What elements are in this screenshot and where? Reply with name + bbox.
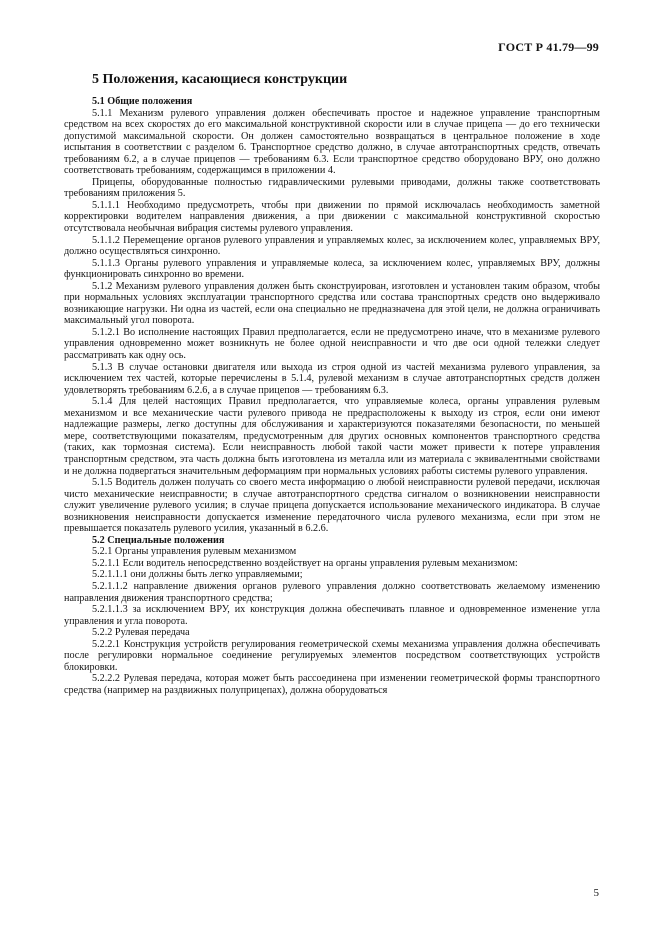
subsection-heading: 5.2 Специальные положения — [92, 534, 225, 546]
paragraph: 5.1.5 Водитель должен получать со своего места информацию о любой неисправности рулевой передачи, исключая чисто механические неисправности; в случае автотранспортного средства сигналом о возникновении неисправности служит увеличение рулевого усилия; в случае прицепа допускается использование механического индикатора. В случае возникновения неисправности допускается изменение передаточного числа рулевого механизма, если при этом не превышается показатель рулевого усилия, указанный в 6.2.6. — [64, 477, 600, 535]
paragraph: 5.1.1 Механизм рулевого управления должен обеспечивать простое и надежное управление транспортным средством на всех скоростях до его максимальной конструктивной скорости или в случае прицепа — до его технически допустимой максимальной скорости. Он должен самостоятельно возвращаться в центральное положение в ходе испытания в соответствии с разделом 6. Транспортное средство должно, в случае автотранспортных средств, отвечать требованиям 6.2, а в случае прицепов — требованиям 6.3. Если транспортное средство оборудовано ВРУ, оно должно соответствовать требованиям, содержащимся в приложении 4. — [64, 107, 600, 177]
paragraph: 5.2.1.1.3 за исключением ВРУ, их конструкция должна обеспечивать плавное и одновременное изменение угла управления и угла поворота. — [64, 604, 600, 627]
body-text — [64, 96, 600, 696]
subsection-heading: 5.1 Общие положения — [92, 96, 193, 107]
paragraph: 5.2.1.1.1 они должны быть легко управляемыми; — [92, 569, 303, 581]
page-number: 5 — [593, 887, 599, 899]
paragraph: 5.1.1.1 Необходимо предусмотреть, чтобы при движении по прямой исключалась необходимость заметной корректировки водителем направления движения, а при движении с максимальной конструктивной скоростью отсутствовала необычная вибрация системы рулевого управления. — [64, 199, 600, 235]
paragraph: 5.2.1.1 Если водитель непосредственно воздействует на органы управления рулевым механизмом: — [92, 557, 518, 569]
paragraph: 5.1.4 Для целей настоящих Правил предполагается, что управляемые колеса, органы управления рулевым механизмом и все механические части рулевого привода не предрасположены к выходу из строя, если они имеют надлежащие размеры, легко доступны для обслуживания и характеризуются показателями безопасности, по меньшей мере, соответствующими показателям, предусмотренным для других основных компонентов транспортного средства (таких, как тормозная система). Если неисправность любой такой части может привести к потере управления транспортным средством, эта часть должна быть изготовлена из металла или из материала с эквивалентными свойствами и не должна подвергаться значительным деформациям при нормальных условиях работы системы рулевого управления. — [64, 396, 600, 477]
paragraph: Прицепы, оборудованные полностью гидравлическими рулевыми приводами, должны также соответствовать требованиям приложения 5. — [64, 176, 600, 200]
paragraph: 5.1.3 В случае остановки двигателя или выхода из строя одной из частей механизма рулевого управления, за исключением тех частей, которые перечислены в 5.1.4, рулевой механизм в случае автотранспортных средств должен удовлетворять требованиям 6.2.6, а в случае прицепов — требованиям 6.3. — [64, 361, 600, 396]
paragraph: 5.2.1 Органы управления рулевым механизмом — [92, 546, 297, 558]
section-title: 5 Положения, касающиеся конструкции — [92, 72, 348, 87]
paragraph: 5.2.2.1 Конструкция устройств регулирования геометрической схемы механизма управления должна обеспечивать после регулировки нормальное соединение регулируемых элементов посредством соответствующих устройств блокировки. — [64, 638, 600, 673]
paragraph: 5.2.2.2 Рулевая передача, которая может быть рассоединена при изменении геометрической формы транспортного средства (например на раздвижных полуприцепах), должна оборудоваться — [64, 673, 600, 696]
paragraph: 5.1.1.3 Органы рулевого управления и управляемые колеса, за исключением колес, управляемых ВРУ, должны функционировать синхронно во времени. — [64, 257, 600, 281]
paragraph: 5.1.1.2 Перемещение органов рулевого управления и управляемых колес, за исключением колес, управляемых ВРУ, должно осуществляться синхронно. — [64, 234, 600, 258]
document-code: ГОСТ Р 41.79—99 — [498, 40, 599, 54]
paragraph: 5.2.2 Рулевая передача — [92, 627, 190, 639]
paragraph: 5.1.2.1 Во исполнение настоящих Правил предполагается, если не предусмотрено иначе, что в механизме рулевого управления одновременно может возникнуть не более одной неисправности и что две оси одной тележки следует рассматривать как одну ось. — [64, 326, 600, 362]
paragraph: 5.2.1.1.2 направление движения органов рулевого управления должно соответствовать желаемому изменению направления движения транспортного средства; — [64, 580, 600, 604]
paragraph: 5.1.2 Механизм рулевого управления должен быть сконструирован, изготовлен и установлен таким образом, чтобы при нормальных условиях эксплуатации транспортного средства или состава транспортных средств оно выдерживало возникающие нагрузки. Ни одна из частей, если она специально не предназначена для этой цели, не должна ограничивать максимальный угол поворота. — [64, 280, 600, 327]
